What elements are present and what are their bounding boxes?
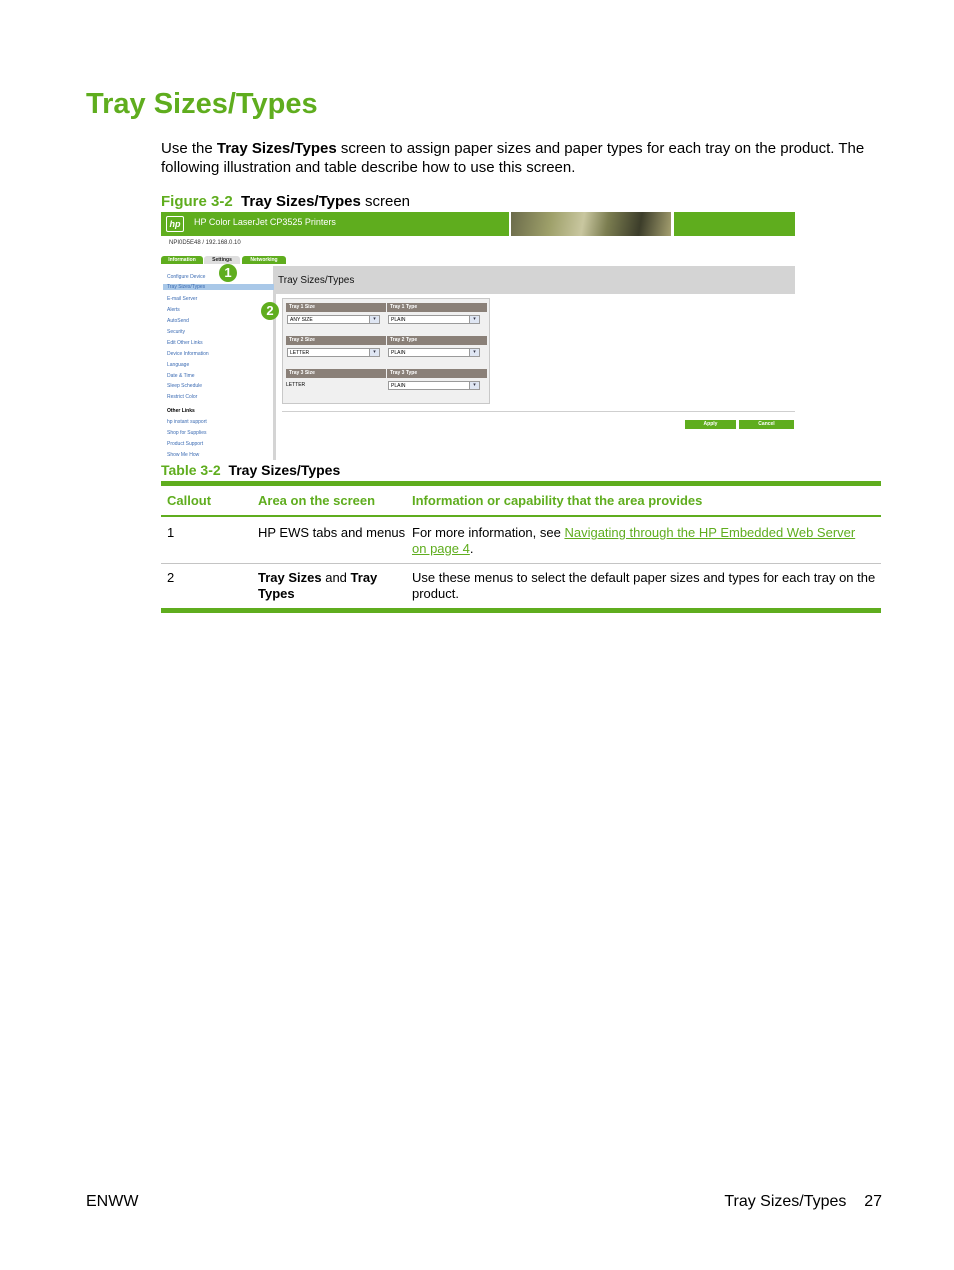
ews-sidebar [161,266,276,460]
table-label: Table 3-2 [161,462,221,478]
tray1-size-header: Tray 1 Size [286,303,386,312]
page-4-link[interactable]: on page 4 [412,541,470,556]
chevron-down-icon: ▾ [469,382,479,389]
row1-area: HP EWS tabs and menus [258,525,406,540]
col-header-area: Area on the screen [258,493,376,508]
row2-area-and: and [321,570,351,585]
ews-banner [161,212,795,236]
banner-left [161,212,509,236]
navigating-ews-link[interactable]: Navigating through the HP Embedded Web Server [564,525,856,540]
form-divider [282,411,795,412]
figure-caption [161,193,410,210]
tray1-size-select[interactable] [287,315,380,324]
tray2-size-value: LETTER [290,350,310,356]
row1-info-pre: For more information, see [412,525,565,540]
row2-info-1: Use these menus to select the default paper sizes and types for each tray on the [412,570,876,585]
tab-information[interactable]: Information [161,256,203,264]
table-bottom-rule [161,608,881,613]
banner-image [511,212,671,236]
hp-logo-icon: hp [166,216,184,232]
row1-info-post: . [469,541,474,556]
tray3-size-value: LETTER [286,382,306,388]
intro-post: screen to assign paper sizes and paper types for each tray on the product. The following illustration and table describe how to use this screen. [161,140,865,176]
tray1-type-header: Tray 1 Type [387,303,487,312]
sidebar-item-device-information[interactable]: Device Information [167,351,209,357]
chevron-down-icon: ▾ [369,316,379,323]
tray1-type-select[interactable] [388,315,480,324]
page-title: Tray Sizes/Types [86,88,318,120]
sidebar-item-alerts[interactable]: Alerts [167,307,180,313]
sidebar-item-configure-device[interactable]: Configure Device [167,274,206,280]
device-address: NPI0D5E48 / 192.168.0.10 [169,240,241,246]
tray1-type-value: PLAIN [391,317,406,323]
sidebar-item-security[interactable]: Security [167,329,186,335]
tray2-size-header: Tray 2 Size [286,336,386,345]
table-top-rule [161,481,881,486]
row2-area-b3: Types [258,586,295,601]
sidebar-item-email-server[interactable]: E-mail Server [167,296,198,302]
tray-settings-form [282,298,490,404]
sidebar-link-hp-instant-support[interactable]: hp instant support [167,419,207,425]
sidebar-item-edit-other-links[interactable]: Edit Other Links [167,340,203,346]
sidebar-item-restrict-color[interactable]: Restrict Color [167,394,198,400]
intro-bold: Tray Sizes/Types [216,140,337,157]
tray2-type-header: Tray 2 Type [387,336,487,345]
tray1-size-value: ANY SIZE [290,317,313,323]
chevron-down-icon: ▾ [469,316,479,323]
header-rule [161,515,881,517]
row2-info [412,570,880,602]
chevron-down-icon: ▾ [369,349,379,356]
callout-1-badge: 1 [219,264,237,282]
banner-right [674,212,795,236]
content-title: Tray Sizes/Types [278,275,355,286]
cancel-button[interactable]: Cancel [739,420,794,429]
figure-rest: screen [360,193,411,210]
tray3-type-value: PLAIN [391,383,406,389]
tab-settings[interactable]: Settings [204,256,240,264]
row2-area-b1: Tray Sizes [258,570,322,585]
sidebar-item-sleep-schedule[interactable]: Sleep Schedule [167,383,203,389]
row1-info [412,525,877,557]
sidebar-item-tray-sizes-types[interactable]: Tray Sizes/Types [163,284,274,290]
sidebar-item-autosend[interactable]: AutoSend [167,318,189,324]
page-number: 27 [864,1193,882,1210]
row2-info-2: product. [412,586,459,601]
product-name: HP Color LaserJet CP3525 Printers [194,217,336,227]
row2-area-b2: Tray [350,570,378,585]
row-divider [161,563,881,564]
tray3-type-header: Tray 3 Type [387,369,487,378]
table-caption [161,462,340,478]
sidebar-item-language[interactable]: Language [167,362,190,368]
table-title: Tray Sizes/Types [228,462,341,478]
row2-callout: 2 [167,570,175,585]
col-header-info: Information or capability that the area provides [412,493,703,508]
other-links-heading: Other Links [167,408,195,414]
col-header-callout: Callout [167,493,212,508]
chevron-down-icon: ▾ [469,349,479,356]
tray3-type-select[interactable] [388,381,480,390]
figure-bold: Tray Sizes/Types [241,193,361,210]
content-title-bar [276,266,795,294]
sidebar-item-date-time[interactable]: Date & Time [167,373,195,379]
row2-area [258,570,408,602]
tray3-size-header: Tray 3 Size [286,369,386,378]
tray2-size-select[interactable] [287,348,380,357]
sidebar-link-product-support[interactable]: Product Support [167,441,204,447]
sidebar-link-show-me-how[interactable]: Show Me How [167,452,200,458]
intro-paragraph [161,139,891,177]
tab-networking[interactable]: Networking [242,256,286,264]
footer-title: Tray Sizes/Types [724,1193,847,1210]
row1-callout: 1 [167,525,175,540]
callout-2-badge: 2 [261,302,279,320]
footer-left: ENWW [86,1193,139,1210]
sidebar-link-shop-for-supplies[interactable]: Shop for Supplies [167,430,207,436]
tray2-type-value: PLAIN [391,350,406,356]
apply-button[interactable]: Apply [685,420,736,429]
footer-right [724,1193,882,1211]
ews-screenshot [161,212,795,460]
intro-pre: Use the [161,140,217,157]
figure-label: Figure 3-2 [161,193,233,210]
tray2-type-select[interactable] [388,348,480,357]
